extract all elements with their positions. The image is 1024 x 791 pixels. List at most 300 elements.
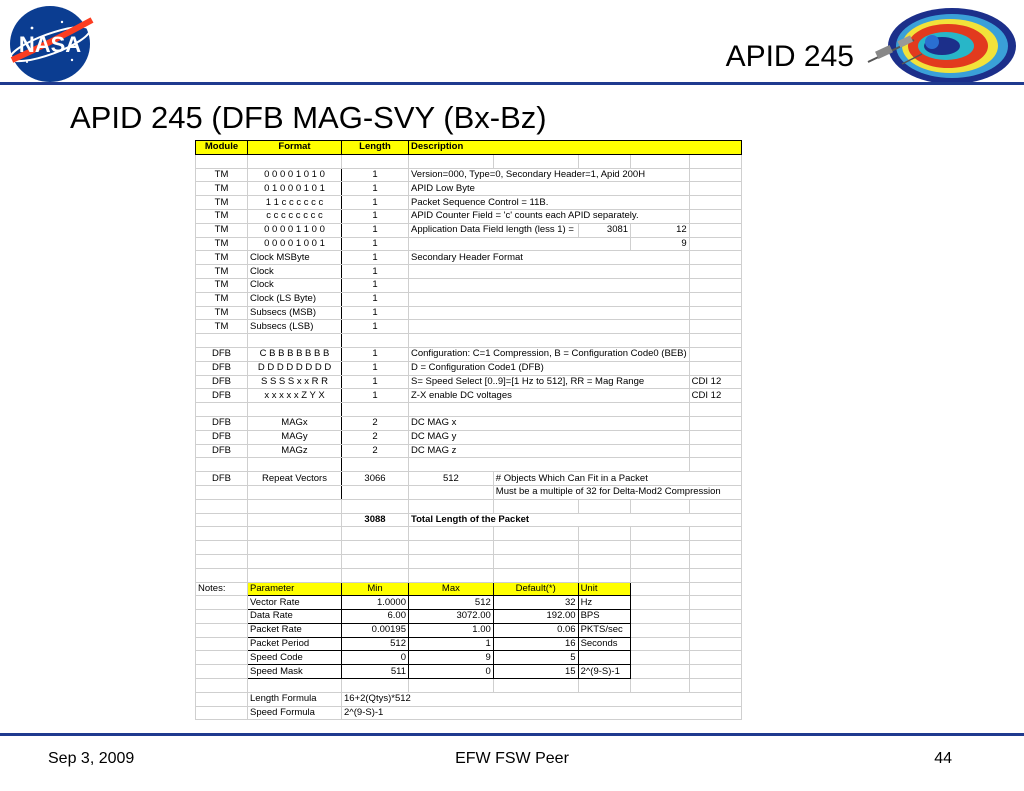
- table-cell: 2: [342, 416, 409, 430]
- table-cell: [409, 306, 690, 320]
- table-cell: [409, 541, 494, 555]
- table-cell: Speed Code: [248, 651, 342, 665]
- table-row: [196, 513, 742, 527]
- table-cell: [493, 554, 578, 568]
- table-cell: [196, 665, 248, 679]
- table-row: [196, 209, 742, 223]
- table-cell: 9: [409, 651, 494, 665]
- table-cell: DFB: [196, 389, 248, 403]
- table-cell: DFB: [196, 416, 248, 430]
- table-cell: BPS: [578, 610, 631, 624]
- table-cell: TM: [196, 237, 248, 251]
- table-cell: Secondary Header Format: [409, 251, 690, 265]
- table-cell: 2^(9-S)-1: [578, 665, 631, 679]
- table-cell: [493, 154, 578, 168]
- table-cell: 3072.00: [409, 610, 494, 624]
- table-row: [196, 389, 742, 403]
- table-cell: [248, 499, 342, 513]
- table-cell: [578, 679, 631, 693]
- table-cell: [578, 651, 631, 665]
- table-row: [196, 154, 742, 168]
- table-row: [196, 568, 742, 582]
- table-cell: [631, 554, 690, 568]
- table-cell: Clock MSByte: [248, 251, 342, 265]
- table-cell: [689, 278, 741, 292]
- footer-page-number: 44: [934, 750, 952, 767]
- table-cell: 0.00195: [342, 623, 409, 637]
- table-row: [196, 306, 742, 320]
- table-header-cell: Description: [409, 141, 742, 155]
- table-cell: Vector Rate: [248, 596, 342, 610]
- table-row: [196, 541, 742, 555]
- table-cell: [196, 679, 248, 693]
- table-cell: [578, 541, 631, 555]
- table-cell: 2: [342, 430, 409, 444]
- table-cell: DFB: [196, 347, 248, 361]
- table-cell: 1: [342, 347, 409, 361]
- table-cell: [196, 499, 248, 513]
- table-row: [196, 430, 742, 444]
- table-cell: [342, 568, 409, 582]
- table-row: [196, 706, 742, 720]
- table-cell: [196, 458, 248, 472]
- table-cell: Version=000, Type=0, Secondary Header=1, Apid 200H: [409, 168, 690, 182]
- table-row: [196, 196, 742, 210]
- table-cell: [631, 679, 690, 693]
- table-cell: Application Data Field length (less 1) =: [409, 223, 579, 237]
- table-row: [196, 265, 742, 279]
- table-cell: S S S S x x R R: [248, 375, 342, 389]
- table-cell: 1.00: [409, 623, 494, 637]
- table-cell: TM: [196, 278, 248, 292]
- table-cell: 5: [493, 651, 578, 665]
- table-cell: [248, 513, 342, 527]
- table-cell: 2: [342, 444, 409, 458]
- table-cell: [248, 527, 342, 541]
- table-cell: [196, 610, 248, 624]
- table-cell: 0: [342, 651, 409, 665]
- table-cell: [689, 568, 741, 582]
- table-cell: Parameter: [248, 582, 342, 596]
- table-row: [196, 182, 742, 196]
- table-cell: Repeat Vectors: [248, 472, 342, 486]
- table-cell: [689, 499, 741, 513]
- table-cell: [689, 444, 741, 458]
- table-cell: Clock: [248, 278, 342, 292]
- table-cell: 1: [342, 237, 409, 251]
- table-cell: [342, 541, 409, 555]
- table-cell: 1: [342, 265, 409, 279]
- table-cell: 0 0 0 0 1 1 0 0: [248, 223, 342, 237]
- table-cell: [342, 679, 409, 693]
- table-row: [196, 223, 742, 237]
- table-cell: CDI 12: [689, 389, 741, 403]
- table-cell: [493, 541, 578, 555]
- table-row: [196, 582, 742, 596]
- nasa-meatball-logo: [2, 2, 98, 84]
- table-row: [196, 692, 742, 706]
- table-cell: [689, 541, 741, 555]
- table-cell: [631, 610, 690, 624]
- table-cell: Clock (LS Byte): [248, 292, 342, 306]
- table-cell: [196, 706, 248, 720]
- table-cell: CDI 12: [689, 375, 741, 389]
- table-cell: Hz: [578, 596, 631, 610]
- table-row: [196, 596, 742, 610]
- table-cell: [689, 306, 741, 320]
- table-cell: [631, 527, 690, 541]
- table-cell: 1: [342, 375, 409, 389]
- table-cell: [689, 582, 741, 596]
- table-cell: [409, 458, 690, 472]
- table-cell: Speed Mask: [248, 665, 342, 679]
- table-cell: 512: [409, 596, 494, 610]
- table-cell: [409, 292, 690, 306]
- table-cell: Data Rate: [248, 610, 342, 624]
- table-cell: [493, 568, 578, 582]
- table-row: [196, 623, 742, 637]
- table-cell: DFB: [196, 361, 248, 375]
- table-cell: MAGy: [248, 430, 342, 444]
- table-cell: [689, 637, 741, 651]
- table-cell: [689, 554, 741, 568]
- table-cell: [342, 154, 409, 168]
- table-cell: 1: [342, 278, 409, 292]
- table-cell: Unit: [578, 582, 631, 596]
- table-cell: [631, 499, 690, 513]
- table-row: [196, 168, 742, 182]
- table-cell: C B B B B B B B: [248, 347, 342, 361]
- table-cell: Min: [342, 582, 409, 596]
- table-cell: 1: [342, 389, 409, 403]
- table-cell: [689, 292, 741, 306]
- table-cell: TM: [196, 292, 248, 306]
- table-cell: 6.00: [342, 610, 409, 624]
- table-cell: 1: [342, 306, 409, 320]
- table-cell: 1.0000: [342, 596, 409, 610]
- table-cell: 16: [493, 637, 578, 651]
- table-cell: [196, 568, 248, 582]
- table-row: [196, 251, 742, 265]
- table-cell: Clock: [248, 265, 342, 279]
- table-cell: [196, 403, 248, 417]
- table-row: [196, 416, 742, 430]
- table-cell: [578, 554, 631, 568]
- table-row: [196, 292, 742, 306]
- table-cell: Packet Sequence Control = 11B.: [409, 196, 690, 210]
- table-cell: DC MAG z: [409, 444, 690, 458]
- table-cell: DFB: [196, 444, 248, 458]
- table-cell: 512: [409, 472, 494, 486]
- table-cell: [196, 554, 248, 568]
- table-row: [196, 651, 742, 665]
- table-cell: PKTS/sec: [578, 623, 631, 637]
- table-cell: [248, 485, 342, 499]
- table-cell: S= Speed Select [0..9]=[1 Hz to 512], RR = Mag Range: [409, 375, 690, 389]
- top-divider: [0, 82, 1024, 85]
- table-cell: [248, 154, 342, 168]
- table-cell: 3066: [342, 472, 409, 486]
- table-cell: [689, 154, 741, 168]
- table-cell: 1 1 c c c c c c: [248, 196, 342, 210]
- table-cell: [689, 596, 741, 610]
- table-cell: Length Formula: [248, 692, 342, 706]
- table-cell: [248, 334, 342, 348]
- table-cell: # Objects Which Can Fit in a Packet: [493, 472, 741, 486]
- table-cell: Packet Rate: [248, 623, 342, 637]
- table-cell: 0 0 0 0 1 0 1 0: [248, 168, 342, 182]
- table-row: [196, 610, 742, 624]
- table-cell: [342, 485, 409, 499]
- table-cell: APID Low Byte: [409, 182, 690, 196]
- table-cell: [409, 679, 494, 693]
- table-cell: Configuration: C=1 Compression, B = Configuration Code0 (BEB): [409, 347, 690, 361]
- table-cell: 1: [342, 292, 409, 306]
- table-row: [196, 679, 742, 693]
- table-cell: 16+2(Qtys)*512: [342, 692, 742, 706]
- table-cell: 1: [342, 361, 409, 375]
- table-row: [196, 458, 742, 472]
- table-header-cell: Length: [342, 141, 409, 155]
- bottom-divider: [0, 733, 1024, 736]
- table-row: [196, 320, 742, 334]
- table-cell: [631, 568, 690, 582]
- table-cell: [248, 568, 342, 582]
- table-cell: [578, 568, 631, 582]
- table-cell: [578, 499, 631, 513]
- table-row: [196, 278, 742, 292]
- table-cell: [578, 154, 631, 168]
- table-cell: 12: [631, 223, 690, 237]
- packet-format-table: [195, 140, 742, 720]
- table-cell: [689, 334, 741, 348]
- table-cell: MAGz: [248, 444, 342, 458]
- table-cell: [342, 499, 409, 513]
- table-cell: TM: [196, 306, 248, 320]
- table-cell: Speed Formula: [248, 706, 342, 720]
- table-cell: 512: [342, 637, 409, 651]
- table-cell: [196, 651, 248, 665]
- table-row: [196, 485, 742, 499]
- table-cell: [248, 554, 342, 568]
- table-cell: [689, 651, 741, 665]
- table-cell: [248, 403, 342, 417]
- table-cell: 1: [342, 223, 409, 237]
- table-cell: [409, 499, 494, 513]
- table-cell: MAGx: [248, 416, 342, 430]
- table-cell: [248, 458, 342, 472]
- table-cell: 3081: [578, 223, 631, 237]
- table-cell: [409, 554, 494, 568]
- table-cell: 0 1 0 0 0 1 0 1: [248, 182, 342, 196]
- table-cell: TM: [196, 320, 248, 334]
- table-cell: [342, 403, 409, 417]
- table-cell: 15: [493, 665, 578, 679]
- table-cell: [689, 347, 741, 361]
- table-cell: [689, 403, 741, 417]
- table-cell: [689, 223, 741, 237]
- footer-date: Sep 3, 2009: [48, 750, 135, 767]
- table-cell: [409, 278, 690, 292]
- table-cell: [631, 596, 690, 610]
- table-cell: D D D D D D D D: [248, 361, 342, 375]
- table-row: [196, 444, 742, 458]
- table-cell: TM: [196, 209, 248, 223]
- table-cell: [409, 568, 494, 582]
- table-cell: [196, 623, 248, 637]
- table-cell: [689, 416, 741, 430]
- table-cell: 1: [342, 320, 409, 334]
- table-cell: TM: [196, 196, 248, 210]
- table-cell: Total Length of the Packet: [409, 513, 742, 527]
- table-cell: x x x x x Z Y X: [248, 389, 342, 403]
- table-header-row: [196, 141, 742, 155]
- slide-title: APID 245 (DFB MAG-SVY (Bx-Bz): [70, 100, 547, 135]
- table-cell: [409, 320, 690, 334]
- table-cell: 1: [342, 251, 409, 265]
- table-cell: [409, 237, 631, 251]
- table-cell: [689, 361, 741, 375]
- table-cell: [631, 154, 690, 168]
- table-cell: [342, 334, 409, 348]
- table-row: [196, 554, 742, 568]
- table-cell: [689, 679, 741, 693]
- table-cell: [631, 623, 690, 637]
- table-cell: [689, 182, 741, 196]
- table-cell: D = Configuration Code1 (DFB): [409, 361, 690, 375]
- radiation-belt-spacecraft-graphic: [862, 4, 1020, 90]
- table-cell: Packet Period: [248, 637, 342, 651]
- table-cell: [342, 458, 409, 472]
- table-cell: TM: [196, 182, 248, 196]
- table-cell: Must be a multiple of 32 for Delta-Mod2 Compression: [493, 485, 741, 499]
- table-cell: [631, 637, 690, 651]
- table-cell: [493, 527, 578, 541]
- table-cell: [342, 527, 409, 541]
- table-cell: 0 0 0 0 1 0 0 1: [248, 237, 342, 251]
- table-cell: 1: [342, 182, 409, 196]
- table-cell: 1: [342, 209, 409, 223]
- table-cell: [196, 513, 248, 527]
- table-row: [196, 375, 742, 389]
- table-cell: [409, 154, 494, 168]
- table-cell: [196, 637, 248, 651]
- table-cell: 1: [409, 637, 494, 651]
- table-cell: [248, 679, 342, 693]
- table-cell: Subsecs (MSB): [248, 306, 342, 320]
- table-header-cell: Module: [196, 141, 248, 155]
- table-cell: 511: [342, 665, 409, 679]
- table-cell: [196, 692, 248, 706]
- table-cell: [578, 527, 631, 541]
- table-cell: 1: [342, 196, 409, 210]
- table-cell: Z-X enable DC voltages: [409, 389, 690, 403]
- table-cell: [631, 541, 690, 555]
- table-cell: [248, 541, 342, 555]
- table-cell: [689, 430, 741, 444]
- table-cell: [689, 623, 741, 637]
- table-cell: 1: [342, 168, 409, 182]
- table-cell: [409, 265, 690, 279]
- table-cell: [196, 596, 248, 610]
- table-row: [196, 499, 742, 513]
- table-cell: [689, 237, 741, 251]
- table-cell: [342, 554, 409, 568]
- table-row: [196, 527, 742, 541]
- table-cell: Notes:: [196, 582, 248, 596]
- table-cell: TM: [196, 223, 248, 237]
- table-row: [196, 403, 742, 417]
- table-cell: TM: [196, 168, 248, 182]
- table-cell: 9: [631, 237, 690, 251]
- table-cell: 32: [493, 596, 578, 610]
- table-cell: [689, 320, 741, 334]
- table-cell: APID Counter Field = 'c' counts each APID separately.: [409, 209, 690, 223]
- table-cell: DFB: [196, 430, 248, 444]
- table-cell: [196, 485, 248, 499]
- table-cell: c c c c c c c c: [248, 209, 342, 223]
- table-cell: [689, 196, 741, 210]
- table-cell: DC MAG y: [409, 430, 690, 444]
- table-cell: 3088: [342, 513, 409, 527]
- table-row: [196, 347, 742, 361]
- table-cell: [631, 651, 690, 665]
- header-title: APID 245: [725, 40, 854, 73]
- table-cell: 192.00: [493, 610, 578, 624]
- table-cell: [493, 679, 578, 693]
- table-cell: 0.06: [493, 623, 578, 637]
- table-cell: [631, 665, 690, 679]
- table-cell: Seconds: [578, 637, 631, 651]
- table-cell: [409, 527, 494, 541]
- table-row: [196, 637, 742, 651]
- footer-center: EFW FSW Peer: [455, 750, 569, 767]
- table-cell: [689, 610, 741, 624]
- table-cell: [689, 168, 741, 182]
- table-cell: 0: [409, 665, 494, 679]
- table-cell: DFB: [196, 472, 248, 486]
- table-cell: 2^(9-S)-1: [342, 706, 742, 720]
- table-row: [196, 237, 742, 251]
- svg-text:NASA: NASA: [18, 32, 82, 57]
- table-header-cell: Format: [248, 141, 342, 155]
- table-cell: TM: [196, 251, 248, 265]
- table-cell: DC MAG x: [409, 416, 690, 430]
- table-cell: DFB: [196, 375, 248, 389]
- table-row: [196, 334, 742, 348]
- table-cell: Default(*): [493, 582, 578, 596]
- table-cell: [409, 485, 494, 499]
- table-cell: Subsecs (LSB): [248, 320, 342, 334]
- table-cell: [689, 265, 741, 279]
- table-cell: [689, 665, 741, 679]
- table-cell: [409, 334, 690, 348]
- table-cell: [196, 154, 248, 168]
- table-cell: Max: [409, 582, 494, 596]
- table-cell: [196, 541, 248, 555]
- table-cell: TM: [196, 265, 248, 279]
- table-cell: [689, 209, 741, 223]
- table-cell: [631, 582, 690, 596]
- table-cell: [689, 251, 741, 265]
- table-row: [196, 665, 742, 679]
- table-cell: [196, 527, 248, 541]
- table-cell: [196, 334, 248, 348]
- table-row: [196, 472, 742, 486]
- table-cell: [409, 403, 690, 417]
- table-cell: [689, 527, 741, 541]
- table-cell: [493, 499, 578, 513]
